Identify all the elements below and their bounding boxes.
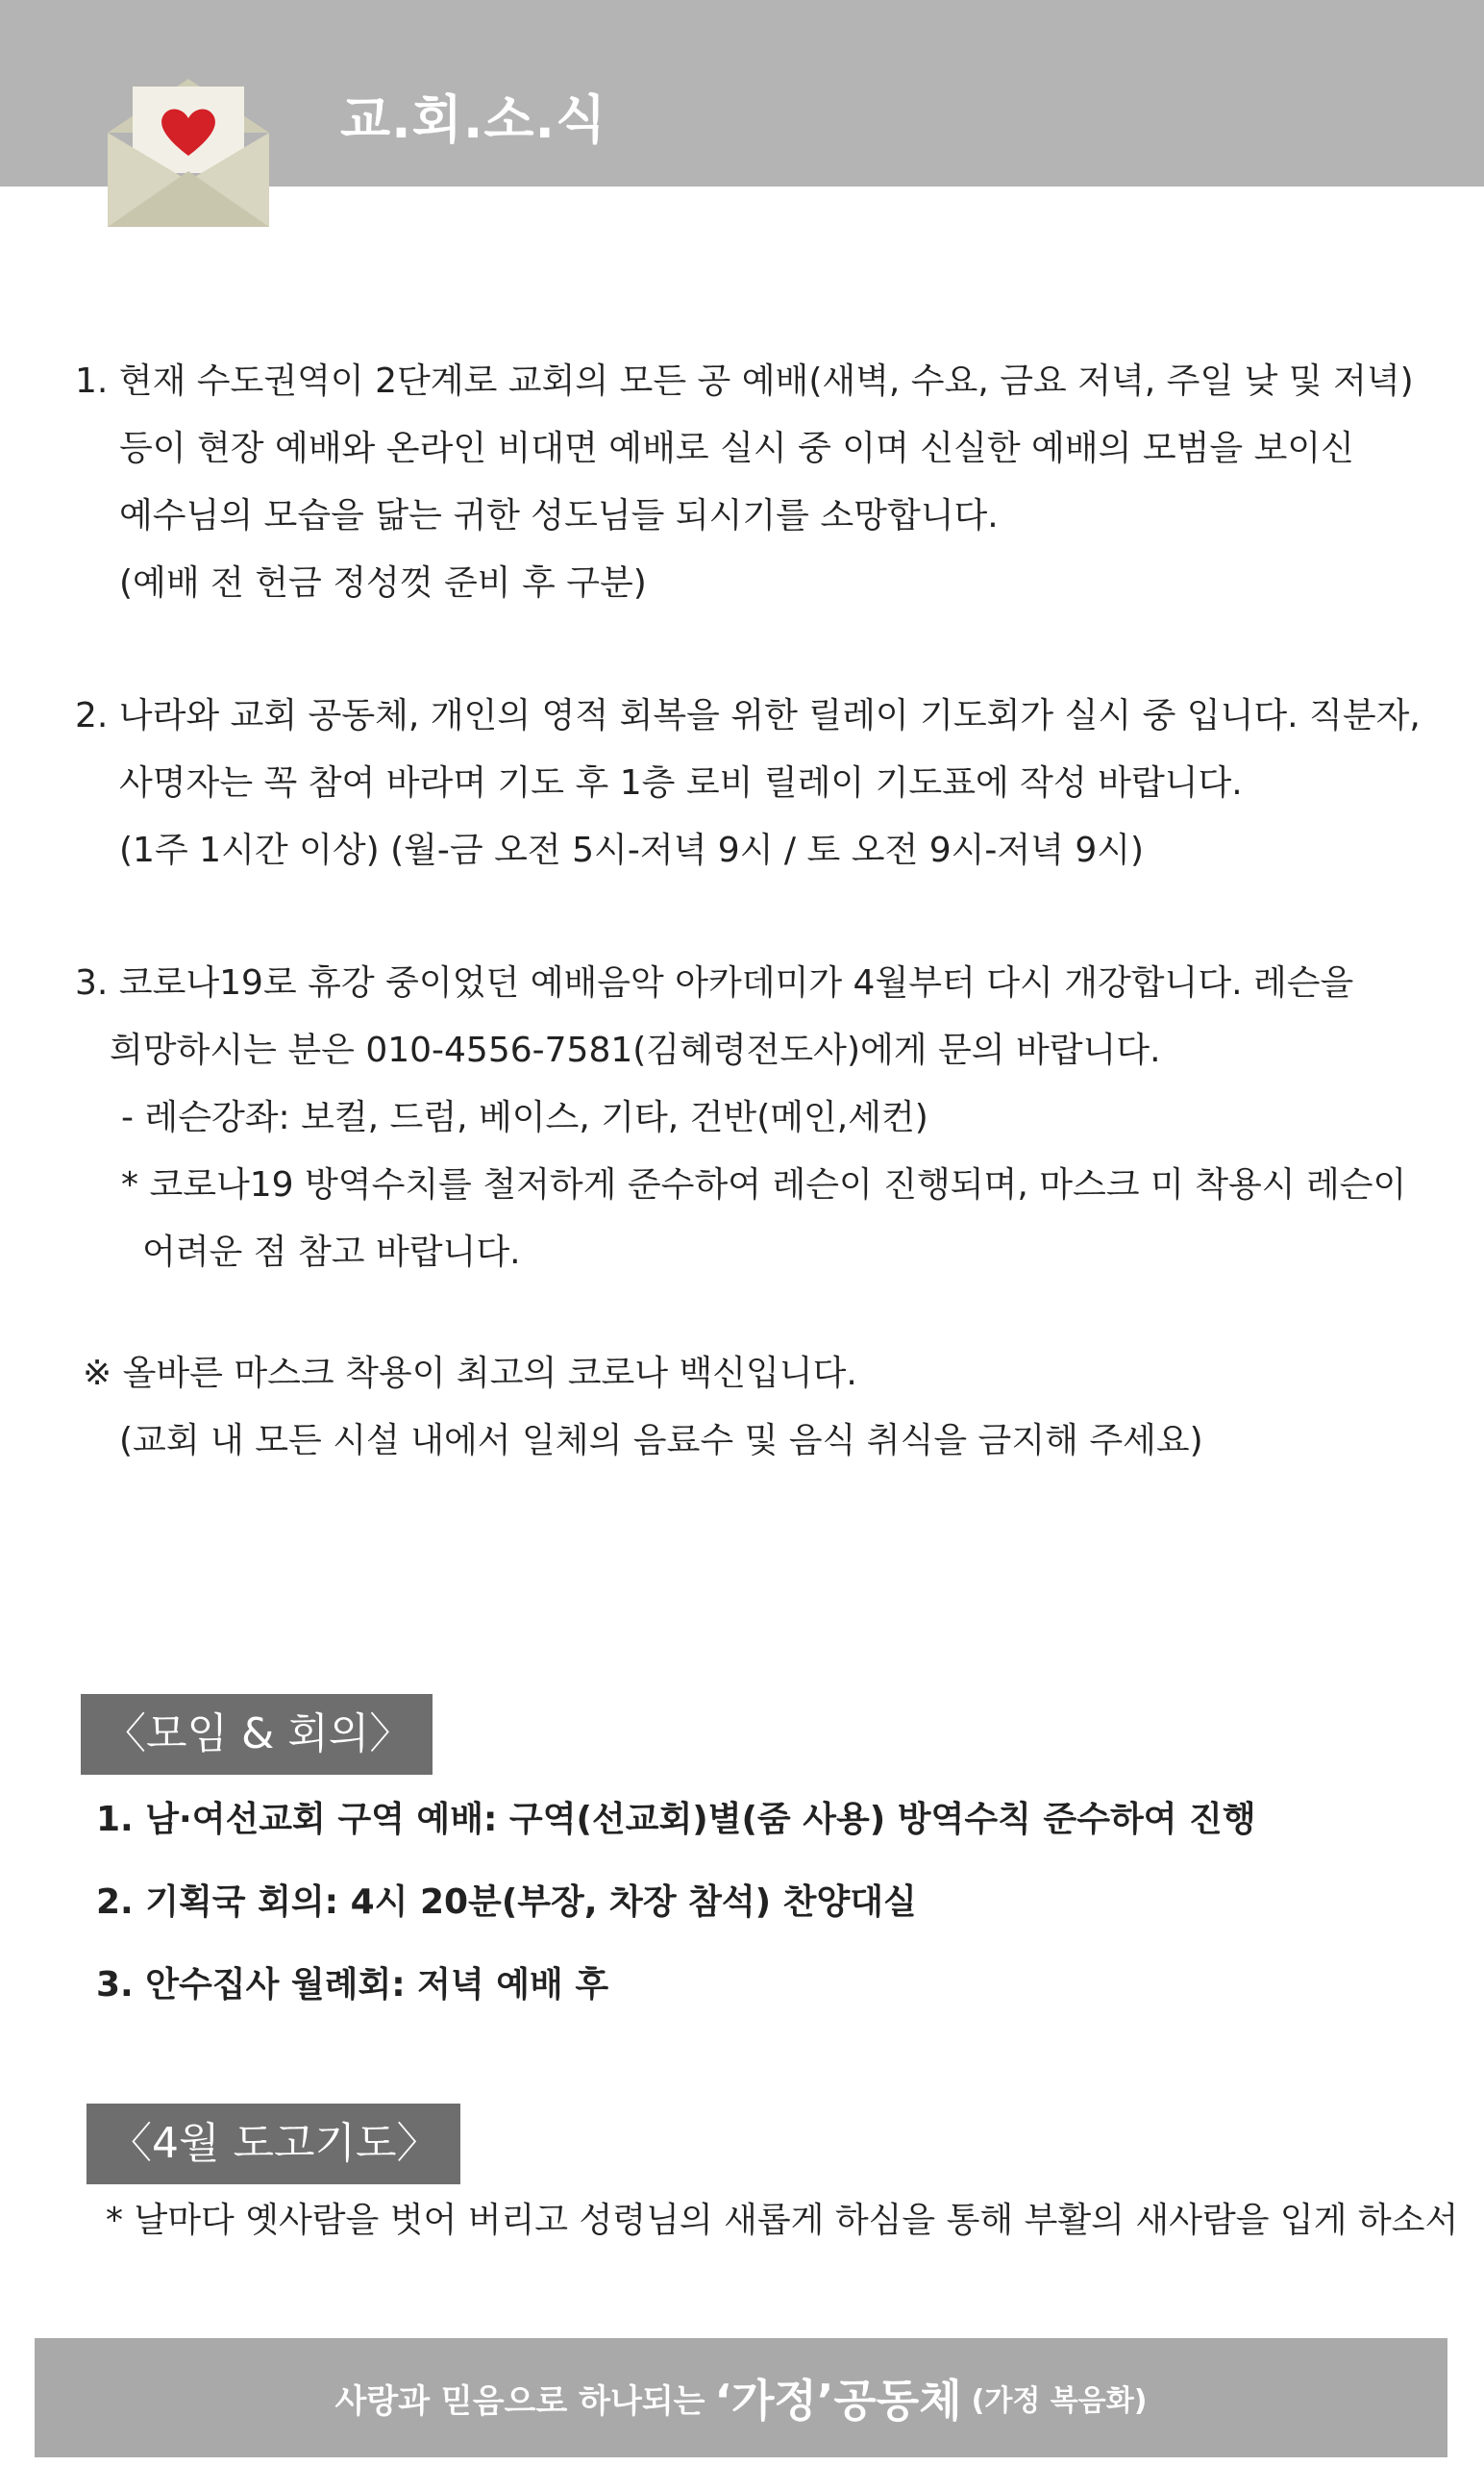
meeting-item: 1. 남·여선교회 구역 예배: 구역(선교회)별(줌 사용) 방역수칙 준수하여 진행: [96, 1800, 1256, 1839]
love-letter-icon: [108, 65, 269, 227]
slogan-part: 사랑과 믿음으로 하나되는: [334, 2381, 705, 2421]
notice-line: * 코로나19 방역수치를 철저하게 준수하여 레슨이 진행되며, 마스크 미 착용시 레슨이: [121, 1165, 1407, 1205]
notice-item-2: [75, 683, 1421, 884]
prayer-text: * 날마다 옛사람을 벗어 버리고 성령님의 새롭게 하심을 통해 부활의 새사람을 입게 하소서: [106, 2201, 1459, 2240]
warning-line: (교회 내 모든 시설 내에서 일체의 음료수 및 음식 취식을 금지해 주세요): [119, 1421, 1203, 1460]
notice-line: 예수님의 모습을 닮는 귀한 성도님들 되시기를 소망합니다.: [119, 496, 999, 536]
meeting-item: 2. 기획국 회의: 4시 20분(부장, 차장 참석) 찬양대실: [96, 1882, 917, 1922]
footer-slogan: [35, 2338, 1447, 2457]
notice-list: [75, 348, 1421, 1540]
notice-line: 3. 코로나19로 휴강 중이었던 예배음악 아카데미가 4월부터 다시 개강합니다. 레슨을: [75, 963, 1354, 1003]
notice-item-1: [75, 348, 1421, 617]
notice-line: 어려운 점 참고 바랍니다.: [142, 1233, 521, 1272]
warning-line: ※ 올바른 마스크 착용이 최고의 코로나 백신입니다.: [83, 1354, 857, 1393]
meetings-section-label: 〈모임 & 회의〉: [81, 1694, 433, 1775]
meeting-list: [96, 1779, 1256, 2027]
notice-line: 등이 현장 예배와 온라인 비대면 예배로 실시 중 이며 신실한 예배의 모범을 보이신: [119, 429, 1354, 468]
slogan-part: (가정 복음화): [971, 2384, 1148, 2418]
notice-line: (예배 전 헌금 정성껏 준비 후 구분): [119, 563, 647, 603]
slogan-highlight: ‘가정’공동체: [714, 2375, 962, 2427]
notice-item-3: [75, 950, 1421, 1286]
notice-line: 2. 나라와 교회 공동체, 개인의 영적 회복을 위한 릴레이 기도회가 실시 중 입니다. 직분자,: [75, 696, 1421, 735]
header-band: [0, 0, 1484, 187]
notice-line: 희망하시는 분은 010-4556-7581(김혜령전도사)에게 문의 바랍니다.: [110, 1031, 1161, 1070]
mask-warning: [75, 1340, 1421, 1475]
meeting-item: 3. 안수집사 월례회: 저녁 예배 후: [96, 1965, 609, 2005]
page-title: 교.회.소.식: [340, 89, 607, 150]
notice-line: (1주 1시간 이상) (월-금 오전 5시-저녁 9시 / 토 오전 9시-저녁 9시): [119, 831, 1145, 870]
notice-line: 사명자는 꼭 참여 바라며 기도 후 1층 로비 릴레이 기도표에 작성 바랍니다.: [119, 763, 1243, 803]
prayer-section-label: 〈4월 도고기도〉: [87, 2104, 460, 2184]
notice-line: - 레슨강좌: 보컬, 드럼, 베이스, 기타, 건반(메인,세컨): [121, 1098, 928, 1137]
notice-line: 1. 현재 수도권역이 2단계로 교회의 모든 공 예배(새벽, 수요, 금요 저녁, 주일 낮 및 저녁): [75, 361, 1414, 401]
